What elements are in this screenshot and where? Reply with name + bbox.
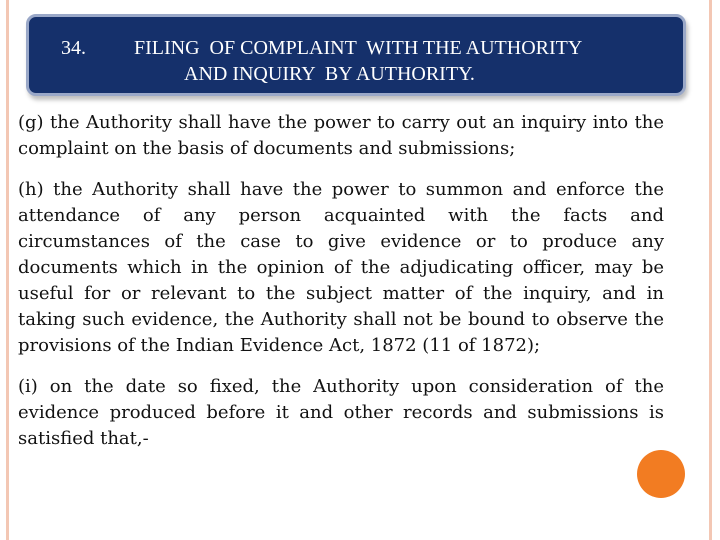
slide-title-banner <box>26 14 686 96</box>
slide-body <box>18 110 664 467</box>
left-frame-line <box>6 0 9 540</box>
section-number: 34. <box>61 37 86 59</box>
title-line-1: FILING OF COMPLAINT WITH THE AUTHORITY <box>134 37 583 59</box>
paragraph-g: (g) the Authority shall have the power to carry out an inquiry into the complaint on the basis of documents and submissions; <box>18 112 664 159</box>
title-line-2: AND INQUIRY BY AUTHORITY. <box>184 63 475 85</box>
paragraph-h: (h) the Authority shall have the power to summon and enforce the attendance of any person acquainted with the facts and circumstances of the case to give evidence or to produce any documents which in the opinion of the adjudicating officer, may be useful for or relevant to the subject matter of the inquiry, and in taking such evidence, the Authority shall not be bound to observe the provisions of the Indian Evidence Act, 1872 (11 of 1872); <box>18 179 664 356</box>
paragraph-i: (i) on the date so fixed, the Authority upon consideration of the evidence produced before it and other records and submissions is satisfied that,- <box>18 376 664 449</box>
right-frame-line <box>709 0 712 540</box>
